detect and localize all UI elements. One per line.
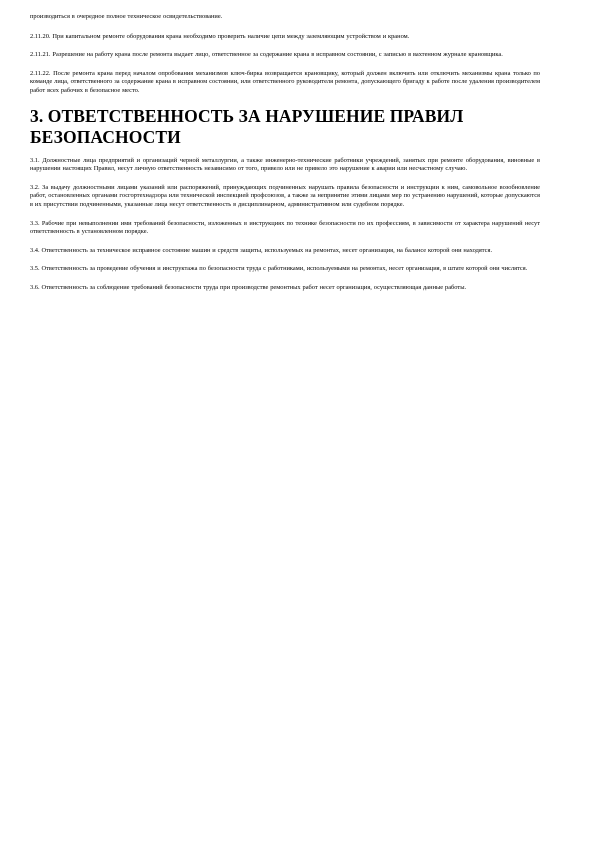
- paragraph-3-5: 3.5. Ответственность за проведение обучения и инструктажа по безопасности труда с работниками, используемыми на ремонтах, несет организация, в штате которой они числятся.: [30, 265, 528, 273]
- paragraph-2-11-21: 2.11.21. Разрешение на работу крана после ремонта выдает лицо, ответственное за содержание крана в исправном состоянии, с записью в вахтенном журнале крановщика.: [30, 51, 503, 59]
- paragraph-3-4: 3.4. Ответственность за техническое исправное состояние машин и средств защиты, используемых на ремонтах, несет организация, на балансе которой они находятся.: [30, 246, 493, 254]
- paragraph-continuation: производиться в очередное полное техническое освидетельствование.: [30, 13, 223, 20]
- paragraph-3-2: 3.2. За выдачу должностными лицами указаний или распоряжений, принуждающих подчиненных нарушать правила безопасности и инструкции к ним, самовольное возобновление работ, остановленных органами госгортехнадзора или технической инспекцией профсоюзов, а также за непринятие этими лицами мер по устранению нарушений, которые допускаются в их присутствии подчиненными, указанные лица несут ответственность в дисциплинарном, административном или судебном порядке.: [30, 183, 540, 208]
- section-heading: 3. ОТВЕТСТВЕННОСТЬ ЗА НАРУШЕНИЕ ПРАВИЛ БЕЗОПАСНОСТИ: [30, 105, 464, 147]
- paragraph-3-6: 3.6. Ответственность за соблюдение требований безопасности труда при производстве ремонтных работ несет организация, осуществляющая данные работы.: [30, 283, 467, 291]
- paragraph-2-11-20: 2.11.20. При капитальном ремонте оборудования крана необходимо проверить наличие цепи между заземляющим устройством и краном.: [30, 32, 410, 40]
- paragraph-2-11-22: 2.11.22. После ремонта крана перед началом опробования механизмов ключ-бирка возвращается крановщику, который должен включить или отключить механизмы крана только по команде лица, ответственного за содержание крана в исправном состоянии, или ответственного руководителя ремонта, допускающего бригаду к работе после удаления производителем работ всех рабочих в безопасное место.: [30, 69, 540, 94]
- paragraph-3-3: 3.3. Рабочие при невыполнении ими требований безопасности, изложенных в инструкциях по технике безопасности по их профессиям, в зависимости от характера нарушений несут ответственность в установленном порядке.: [30, 219, 540, 236]
- paragraph-3-1: 3.1. Должностные лица предприятий и организаций черной металлургии, а также инженерно-технические работники учреждений, занятых при ремонте оборудования, виновные в нарушении настоящих Правил, несут личную ответственность независимо от того, привело или не привело это нарушение к аварии или несчастному случаю.: [30, 156, 540, 173]
